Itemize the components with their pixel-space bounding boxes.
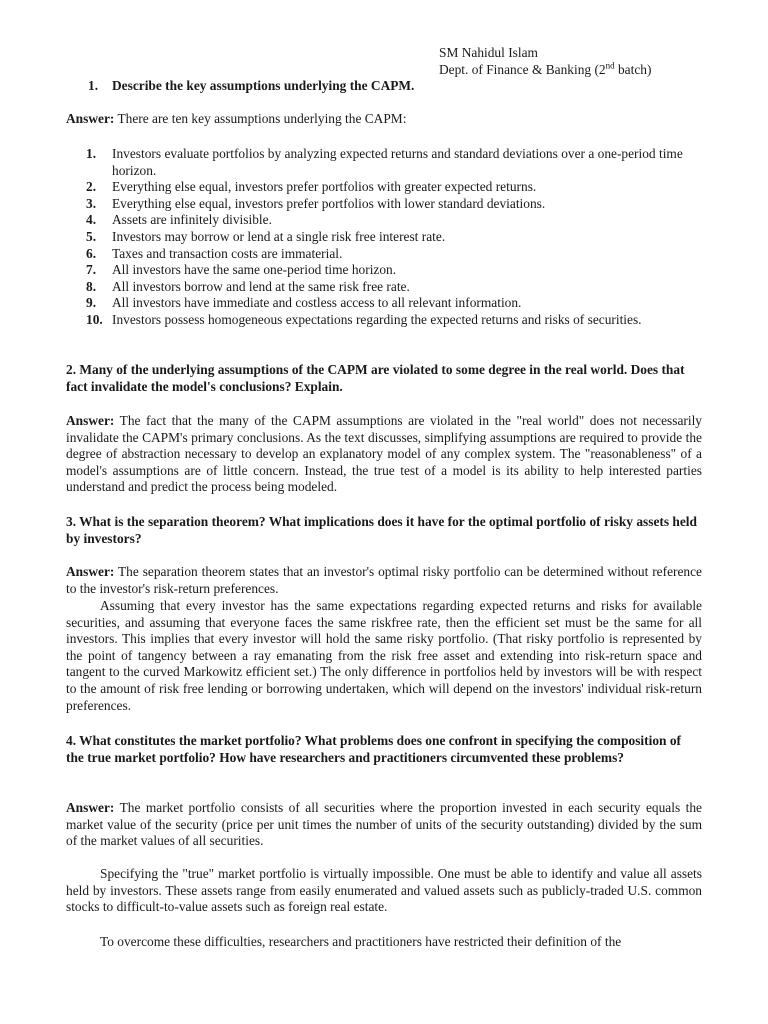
answer-4-paragraph-2: Specifying the "true" market portfolio is virtually impossible. One must be able to identify and value all assets held by investors. These assets range from easily enumerated and valued assets such as publicly-traded U.S. common stocks to difficult-to-value assets such as foreign real estate.: [66, 866, 702, 915]
question-3: 3. What is the separation theorem? What implications does it have for the optimal portfolio of risky assets held by investors?: [66, 514, 697, 546]
answer-4: [66, 800, 702, 850]
author-dept-suffix: batch): [614, 62, 652, 77]
list-item-text: Assets are infinitely divisible.: [112, 212, 272, 228]
author-dept: [439, 61, 739, 78]
question-1-text: Describe the key assumptions underlying the CAPM.: [112, 78, 415, 93]
list-item: [66, 179, 702, 196]
list-item-number: 7.: [86, 262, 97, 278]
list-item-number: 2.: [86, 179, 97, 195]
list-item-text: Taxes and transaction costs are immaterial.: [112, 245, 343, 261]
list-item: [66, 246, 702, 263]
list-item-number: 4.: [86, 212, 97, 228]
list-item: [66, 312, 702, 329]
list-item: [66, 146, 702, 179]
list-item-text: Investors may borrow or lend at a single risk free interest rate.: [112, 228, 446, 244]
answer-3-paragraph-2: Assuming that every investor has the same expectations regarding expected returns and risks for available securities, and assuming that everyone faces the same riskfree rate, then the efficient set must be the same for all investors. This implies that every investor will hold the same risky portfolio. (That risky portfolio is represented by the point of tangency between a ray emanating from the risk free asset and extending into risk-return space and tangent to the curved Markowitz efficient set.) The only difference in portfolios held by investors will be with respect to the amount of risk free lending or borrowing undertaken, which will depend on the investors' individual risk-return preferences.: [66, 598, 702, 713]
list-item-text: Investors possess homogeneous expectations regarding the expected returns and risks of securities.: [112, 311, 642, 327]
author-block: [439, 44, 739, 78]
list-item: [66, 295, 702, 312]
answer-2: [66, 413, 702, 496]
list-item: [66, 279, 702, 296]
answer-4-paragraph-3: To overcome these difficulties, researchers and practitioners have restricted their definition of the: [100, 934, 622, 949]
list-item-number: 3.: [86, 195, 97, 211]
list-item-text: All investors have immediate and costless access to all relevant information.: [112, 295, 522, 311]
answer-1-label: Answer:: [66, 111, 115, 126]
answer-3-label: Answer:: [66, 564, 115, 579]
list-item-text: Everything else equal, investors prefer portfolios with lower standard deviations.: [112, 195, 546, 211]
list-item: [66, 262, 702, 279]
answer-4-text: The market portfolio consists of all securities where the proportion invested in each security equals the market value of the security (price per unit times the number of units of the security outstanding) divided by the sum of the market values of all securities.: [66, 800, 702, 849]
answer-1: [66, 111, 702, 128]
list-item-number: 5.: [86, 228, 97, 244]
list-item-number: 1.: [86, 146, 97, 161]
answer-3: [66, 564, 702, 597]
list-item: [66, 196, 702, 213]
answer-1-text: There are ten key assumptions underlying the CAPM:: [114, 111, 407, 126]
answer-3-text: The separation theorem states that an investor's optimal risky portfolio can be determined without reference to the investor's risk-return preferences.: [66, 564, 702, 596]
list-item-number: 8.: [86, 278, 97, 294]
question-1-number: 1.: [88, 78, 99, 93]
list-item: [66, 229, 702, 246]
list-item-text: Investors evaluate portfolios by analyzing expected returns and standard deviations over a one-period time horizon.: [112, 146, 683, 178]
list-item-text: All investors borrow and lend at the same risk free rate.: [112, 278, 410, 294]
author-dept-superscript: nd: [605, 60, 615, 71]
author-dept-text: Dept. of Finance & Banking (2: [439, 62, 606, 77]
list-item-number: 9.: [86, 295, 97, 311]
list-item-number: 6.: [86, 245, 97, 261]
question-4: 4. What constitutes the market portfolio? What problems does one confront in specifying the composition of the true market portfolio? How have researchers and practitioners circumvented these problems?: [66, 733, 681, 765]
list-item: [66, 212, 702, 229]
assumptions-list: [66, 146, 702, 329]
question-2: 2. Many of the underlying assumptions of the CAPM are violated to some degree in the real world. Does that fact invalidate the model's conclusions? Explain.: [66, 362, 685, 394]
author-name: SM Nahidul Islam: [439, 45, 538, 60]
list-item-text: Everything else equal, investors prefer portfolios with greater expected returns.: [112, 179, 537, 195]
question-1: [66, 78, 702, 95]
answer-2-label: Answer:: [66, 413, 115, 428]
list-item-number: 10.: [86, 311, 103, 327]
list-item-text: All investors have the same one-period time horizon.: [112, 262, 397, 278]
answer-4-label: Answer:: [66, 800, 115, 815]
answer-2-text: The fact that the many of the CAPM assumptions are violated in the "real world" does not necessarily invalidate the CAPM's primary conclusions. As the text discusses, simplifying assumptions are required to provide the degree of abstraction necessary to develop an explanatory model of any complex system. The "reasonableness" of a model's assumptions are of little concern. Instead, the true test of a model is its ability to help interested parties understand and predict the process being modeled.: [66, 413, 702, 495]
